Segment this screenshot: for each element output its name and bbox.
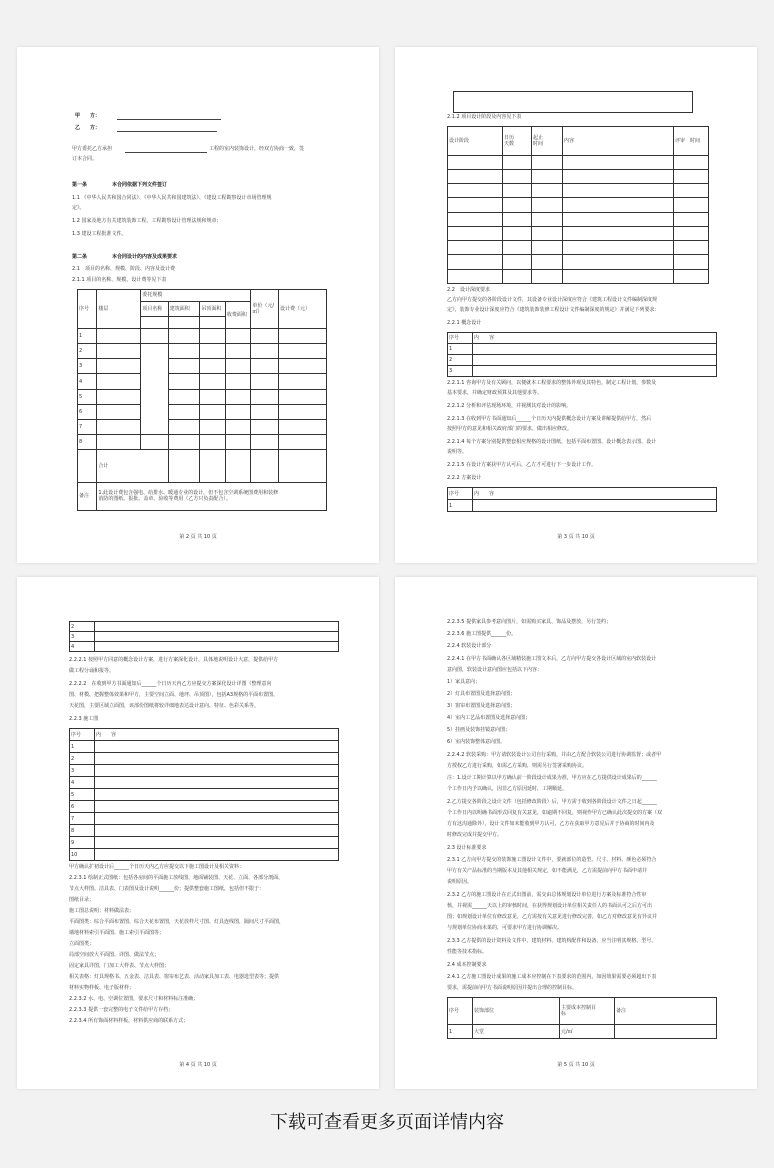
text-line: 2.2.3.4 所有饰面材料样板，材料供应商的联系方式；: [69, 1018, 189, 1024]
row-number: 2: [448, 355, 473, 366]
text-line: 2.2.3.3 提供一套完整的电子文件给甲方存档；: [69, 1007, 174, 1013]
row-number: 3: [448, 366, 473, 377]
row-number: 1: [448, 500, 473, 512]
text-line: 2.2.4.2 软装采购：甲方请软装设计公司自行采购，并由乙方配合软装公司进行协调监督；或者甲: [447, 752, 662, 758]
cost-control-table: [447, 997, 717, 1039]
page-footer: 第 3 页 共 10 页: [557, 534, 595, 540]
scheme-table-continued: [69, 621, 339, 652]
col-header: 天数: [504, 140, 515, 147]
page-footer: 第 4 页 共 10 页: [179, 1062, 217, 1068]
text-line: 2.3.1 乙方向甲方提交的装饰施工图设计文件中，要就部位的造型、尺寸、材料、颜色必须符合: [447, 857, 657, 863]
row-number: 3: [70, 632, 95, 642]
construction-drawing-table: [69, 728, 339, 861]
document-page-2: [17, 47, 379, 563]
col-header: 收费面积: [225, 301, 251, 328]
col-header: 评审 时间: [674, 127, 709, 156]
text-line: 立面图类；: [69, 941, 95, 947]
text-line: 核，并视需______天以上的审核时间，在获得规划设计单位相关责任人的书面认可之后方可出: [447, 903, 653, 909]
text-line: 2.2.2 方案设计: [447, 475, 482, 481]
text-line: 甲方有关产品标准的当期版本及其他相关规定，如不能满足，乙方需提前向甲方书面申请并: [447, 868, 648, 874]
text-line: 1）家具意向；: [447, 679, 481, 685]
text-line: 2.2.1 概念设计: [447, 320, 482, 326]
row-number: 7: [78, 419, 97, 434]
col-header: 设计阶段: [448, 127, 503, 156]
col-header: 内 容: [95, 729, 339, 741]
text-line: 2.2.1.1 咨询甲方及有关顾问，以便就本工程要求的整体外观及其特色，制定工程计划，参数及: [447, 380, 657, 386]
text-line: 图；如规划设计单位有修改意见，乙方需按有关意见进行修改完善，如乙方对修改意见有异议并: [447, 914, 658, 920]
page-footer: 第 5 页 共 10 页: [557, 1062, 595, 1068]
text-line: 2.2.1.5 在设计方案获甲方认可后，乙方才可进行下一步设计工作。: [447, 462, 597, 468]
col-header: 建筑面积: [168, 301, 200, 316]
text-line: 2.2.3.5 提供家具参考意向图片，如需购买家具、饰品及摆放，另行签约；: [447, 619, 612, 625]
section-number: 第一条: [72, 182, 88, 188]
text-line: 图、材模、把握整体效果和甲方，主要空间立面、地坪、吊顶图），包括A3规格的平面布置图、: [69, 692, 279, 698]
text-line: 2.3.3 乙方提供的设计资料及文件中，建筑材料、建筑构配件和设备，应当注明其规格、型号、: [447, 938, 657, 944]
row-number: 4: [70, 642, 95, 652]
text-line: 个工作日内以明确书面形式回复有关意见，如逾期不回复，则视作甲方已确认此次提交的方案（双: [447, 810, 663, 816]
row-number: 5: [70, 789, 95, 801]
scheme-design-table: [447, 487, 717, 512]
col-header: 项目名称: [141, 301, 169, 316]
col-header: 吊顶面积: [200, 301, 226, 316]
table-cell: 元/㎡: [560, 1025, 615, 1039]
text-line: 2.2.1.4 每个方案分别提供整套相应规格的设计图纸，包括平面布置图、设计概念表示图、设计: [447, 439, 657, 445]
project-fee-table: [77, 289, 327, 511]
col-header: 内 容: [473, 333, 717, 344]
text-line: 固定家具详图，门加工大样表、节点大样图；: [69, 963, 170, 969]
text-line: 性能等技术指标。: [447, 949, 488, 955]
text-line: 2.2 设计深度要求: [447, 287, 490, 293]
text-line: 相关表格：灯具规格书、五金表、洁具表、窗帘布艺表、活动家具加工表、电器选型表等；提供: [69, 974, 280, 980]
text-line: 说明等。: [447, 449, 468, 455]
table-fragment: [453, 91, 693, 113]
text-line: 2.4.1 乙方施工图设计成果的施工成本应控制在下表要求的范围内，如因效果需要必须超出下表: [447, 974, 657, 980]
text-line: 2）灯具布置图及选择意向图；: [447, 691, 516, 697]
section-title: 本合同依据下列文件签订: [112, 182, 168, 188]
col-header: 序号: [448, 333, 473, 344]
text-line: 2.2.4 软装设计部分: [447, 643, 492, 649]
party-a-label: 甲 方：: [75, 113, 101, 119]
row-number: 1: [448, 344, 473, 355]
design-stage-table: [447, 126, 709, 284]
col-header: 标: [561, 1011, 567, 1018]
text-line: 图纸目录；: [69, 897, 95, 903]
text-line: 2.1 项目的名称、规模、阶段、内容及设计费: [72, 266, 175, 272]
text-line: 个工作日内予以确认，因非乙方原因延时，工期顺延。: [447, 786, 568, 792]
text-line: 墙地材料索引平面图、施工索引平面图等；: [69, 930, 165, 936]
text-line: 天花图，主要区域立面图，该部份图纸将较详细地表达设计意向、特征、色彩关系等。: [69, 703, 260, 709]
text-line: 2.2.2.1 按照甲方同意的概念设计方案，进行方案深化设计，具体地说明设计大意，提供给甲方: [69, 657, 279, 663]
text-line: 2.3.2 乙方的施工图设计在正式出图前，需交由总体规划设计单位进行方案及标准符合性审: [447, 892, 647, 898]
row-number: 2: [78, 344, 97, 359]
text-line: 甲方确认扩初设计后______个日历天内乙方应提交以下施工图设计及相关资料：: [69, 864, 245, 870]
text-line: 2.3 设计标准要求: [447, 845, 487, 851]
intro-line: 工程的室内装饰设计，经双方协商一致，签: [209, 146, 305, 152]
row-number: 2: [70, 622, 95, 632]
text-line: 2.2.3.1 绘制正式图纸：包括各房间的平面施工放线图、地面铺装图、天花、立面、各部分剖面、: [69, 875, 284, 881]
col-header: 委托规模: [141, 290, 251, 302]
text-line: 2.2.2.2 在收到甲方书面通知后______个日历天内乙方应提交方案深化设计详图（整理意向: [69, 681, 272, 687]
text-line: 乙方向甲方提交的各阶段设计文件，其设备专业设计深度应符合《建筑工程设计文件编制深度规: [447, 297, 658, 303]
row-number: 6: [78, 404, 97, 419]
document-page-4: [17, 577, 379, 1089]
row-number: 9: [70, 837, 95, 849]
text-line: 节点大样图、洁具表、门表图及设计说明______份；提供整套施工图纸，包括但不限于：: [69, 886, 265, 892]
text-line: 2.乙方提交各阶段之设计文件（包括修改阶段）后，甲方需于收到各阶段设计文件之日起______: [447, 799, 657, 805]
col-header: 主要成本控制目: [561, 1005, 597, 1012]
row-number: 3: [78, 359, 97, 374]
document-page-5: [395, 577, 757, 1089]
concept-design-table: [447, 332, 717, 377]
note-text: 1.此设计费包含强电、给排水、暖通专业的设计，但不包含空调系统图费用和装修: [98, 490, 279, 497]
col-header: 序号: [448, 488, 473, 500]
text-line: 材料实物样板、电子版材样；: [69, 985, 135, 991]
row-number: 2: [70, 753, 95, 765]
row-number: 3: [70, 765, 95, 777]
note-label: 备注: [78, 482, 97, 510]
row-number: 6: [70, 801, 95, 813]
text-line: 2.2.4.1 在甲方书面确认各区域精装施工图文本后，乙方向甲方提交各设计区域的室内软装设计: [447, 656, 657, 662]
total-label: 合计: [97, 450, 168, 483]
row-number: 8: [70, 825, 95, 837]
col-header: 内 容: [473, 488, 717, 500]
row-number: 4: [70, 777, 95, 789]
text-line: 2.1.2 项目设计阶段及内容见下表: [447, 114, 522, 120]
text-line: 2.2.1.2 分析和评估现场环境，并视测其对设计的影响。: [447, 403, 572, 409]
text-line: 2.2.3 施工图: [69, 716, 99, 722]
text-line: 5）挂画及装饰挂镜意向图；: [447, 727, 511, 733]
intro-line: 甲方委托乙方承担: [72, 146, 113, 152]
text-line: 2.2.1.3 在收到甲方书面通知后______个日历天内提供概念设计方案及讲解提供给甲方，然后: [447, 416, 652, 422]
row-number: 1: [70, 741, 95, 753]
col-header: 时间: [533, 140, 544, 147]
download-caption[interactable]: 下载可查看更多页面详情内容: [270, 1112, 504, 1133]
section-title: 本合同设计的内容及成果要求: [112, 254, 178, 260]
text-line: 与规划单位协商未果的，可要求甲方进行协调解决。: [447, 925, 563, 931]
text-line: 4）室内工艺品布置图及选择意向图；: [447, 715, 531, 721]
text-line: 局部空间放大平面图、详图、做法节点；: [69, 952, 160, 958]
text-line: 时修改完成并提交甲方。: [447, 832, 503, 838]
row-number: 1: [78, 328, 97, 343]
text-line: 平面图类：综合平面布置图、综合天花布置图，天花放样尺寸图、灯具连线图，隔间尺寸平面图，: [69, 919, 285, 925]
text-line: 方有这沟通除外），设计文件如未能收到甲方认可，乙方在获取甲方意见后并于协商的时间内及: [447, 821, 655, 827]
text-line: 3）窗帘布置图及选择意向图；: [447, 703, 516, 709]
row-number: 4: [78, 374, 97, 389]
col-header: 楼层: [97, 290, 141, 329]
text-line: 定》。: [72, 205, 85, 211]
party-b-label: 乙 方：: [75, 125, 101, 131]
row-number: 10: [70, 849, 95, 861]
text-line: 1.1 《中华人民共和国合同法》、《中华人民共和国建筑法》、《建设工程勘察设计市场管理规: [72, 195, 272, 201]
text-line: 要求，需提前向甲方书面说明原因并提出合理的控制目标。: [447, 985, 578, 991]
col-header: 序号: [448, 998, 473, 1025]
text-line: 定》，装饰专业设计深度应符合《建筑装饰装修工程设计文件编制深度的规定》并满足下列要求：: [447, 307, 660, 313]
col-header: 备注: [615, 998, 717, 1025]
text-line: 做工程分诵和报等。: [69, 668, 115, 674]
row-number: 5: [78, 389, 97, 404]
note-text: 消防的图纸、报批、盖章、验收等费用（乙方只负责配合）。: [98, 496, 231, 503]
text-line: 2.2.3.2 水、电、空调位置图，要求尺寸和材料标注准确；: [69, 996, 199, 1002]
text-line: 按照甲方的意见和相关政府部门的要求，做出相应修改。: [447, 426, 573, 432]
col-header: 内容: [563, 127, 674, 156]
text-line: 1.2 国家及地方有关建筑装饰工程、工程勘察设计管理法规和规章；: [72, 218, 222, 224]
col-header: 设计费（元）: [278, 290, 326, 329]
col-header: 起止: [533, 134, 544, 141]
text-line: 2.4 成本控制要求: [447, 962, 487, 968]
col-header: 装饰部位: [473, 998, 560, 1025]
text-line: 施工图总说明；材料做法表；: [69, 908, 135, 914]
text-line: 2.2.3.6 施工图提供______份。: [447, 631, 517, 637]
row-number: 1: [448, 1025, 473, 1039]
document-page-3: [395, 47, 757, 563]
intro-line: 订本合同。: [72, 156, 98, 162]
text-line: 1.3 建设工程批准文件。: [72, 231, 127, 237]
col-header: 单价（元/㎡）: [251, 290, 279, 329]
text-line: 意向图，软装设计意向图应包括以下内容：: [447, 667, 543, 673]
col-header: 序号: [78, 290, 97, 329]
text-line: 2.1.1 项目的名称、规模、设计费等见下表: [72, 277, 167, 283]
table-cell: 大堂: [473, 1025, 560, 1039]
text-line: 基本要求，并确定财政预算及其他要求等。: [447, 390, 543, 396]
text-line: 注：1.设计工期计算以甲方确认前一阶段设计成果为准，甲方应在乙方提供设计成果后的______: [447, 775, 657, 781]
text-line: 6）室内装饰整体意向图。: [447, 739, 506, 745]
text-line: 说明原因。: [447, 879, 473, 885]
row-number: 8: [78, 435, 97, 450]
page-footer: 第 2 页 共 10 页: [179, 534, 217, 540]
row-number: 7: [70, 813, 95, 825]
section-number: 第二条: [72, 254, 88, 260]
col-header: 序号: [70, 729, 95, 741]
text-line: 方授权乙方进行采购，如需乙方采购，则需另行签署采购协议。: [447, 763, 588, 769]
col-header: 日历: [504, 134, 515, 141]
